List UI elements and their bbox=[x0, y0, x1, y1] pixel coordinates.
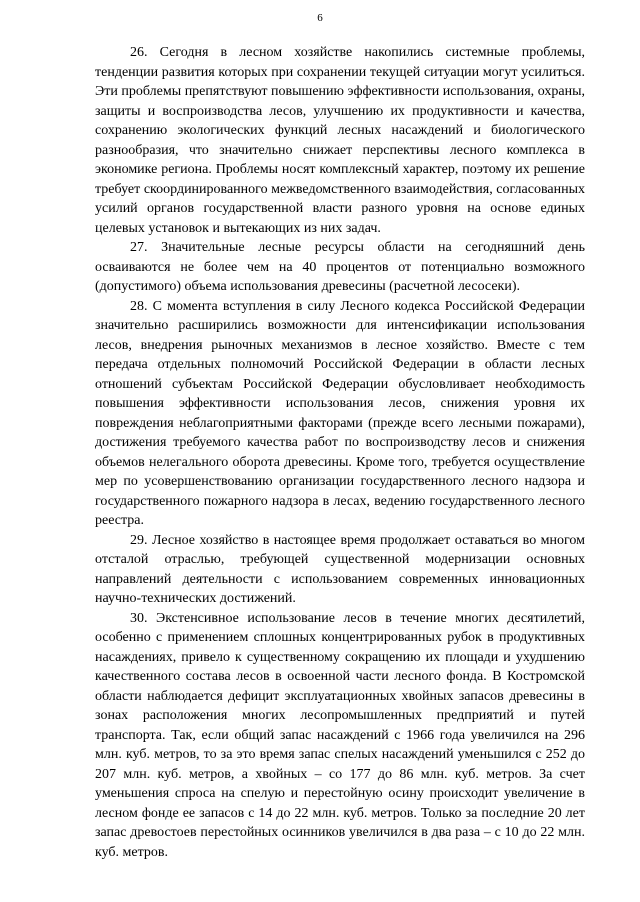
paragraph-27: 27. Значительные лесные ресурсы области на сегодняшний день осваиваются не более чем на 40 процентов от потенциально возможного (допустимого) объема использования древесины (расчетной лесосеки). bbox=[95, 240, 585, 294]
document-body bbox=[95, 43, 585, 862]
paragraph-29: 29. Лесное хозяйство в настоящее время продолжает оставаться во многом отсталой отраслью, требующей существенной модернизации основных направлений деятельности с использованием современных инновационных научно-технических достижений. bbox=[95, 532, 585, 606]
paragraph-28: 28. С момента вступления в силу Лесного кодекса Российской Федерации значительно расширились возможности для интенсификации использования лесов, внедрения рыночных механизмов в лесное хозяйство. Вместе с тем передача отдельных полномочий Российской Федерации в области лесных отношений субъектам Российской Федерации обусловливает необходимость повышения эффективности использования лесов, снижения уровня их повреждения неблагоприятными факторами (прежде всего лесными пожарами), достижения требуемого качества работ по воспроизводству лесов и снижения объемов нелегального оборота древесины. Кроме того, требуется осуществление мер по усовершенствованию организации государственного лесного надзора и государственного пожарного надзора в лесах, ведению государственного лесного реестра. bbox=[95, 298, 585, 528]
paragraph-30: 30. Экстенсивное использование лесов в течение многих десятилетий, особенно с применением сплошных концентрированных рубок в продуктивных насаждениях, привело к существенному сокращению их площади и ухудшению качественного состава лесов в освоенной части лесного фонда. В Костромской области наблюдается дефицит эксплуатационных хвойных запасов древесины в зонах расположения многих лесопромышленных предприятий и путей транспорта. Так, если общий запас насаждений с 1966 года увеличился на 296 млн. куб. метров, то за это время запас спелых насаждений уменьшился с 252 до 207 млн. куб. метров, а хвойных – со 177 до 86 млн. куб. метров. За счет уменьшения спроса на спелую и перестойную осину происходит увеличение в лесном фонде ее запасов с 14 до 22 млн. куб. метров. Только за последние 20 лет запас древостоев перестойных осинников увеличился в два раза – с 10 до 22 млн. куб. метров. bbox=[95, 610, 585, 860]
page-number: 6 bbox=[317, 12, 323, 24]
paragraph-26: 26. Сегодня в лесном хозяйстве накопились системные проблемы, тенденции развития которых при сохранении текущей ситуации могут усилиться. Эти проблемы препятствуют повышению эффективности использования, охраны, защиты и воспроизводства лесов, улучшению их продуктивности и качества, сохранению экологических функций лесных насаждений и биологического разнообразия, что значительно снижает перспективы лесного комплекса в экономике региона. Проблемы носят комплексный характер, поэтому их решение требует скоординированного межведомственного взаимодействия, согласованных усилий органов государственной власти разного уровня на основе единых целевых установок и вытекающих из них задач. bbox=[95, 45, 585, 236]
